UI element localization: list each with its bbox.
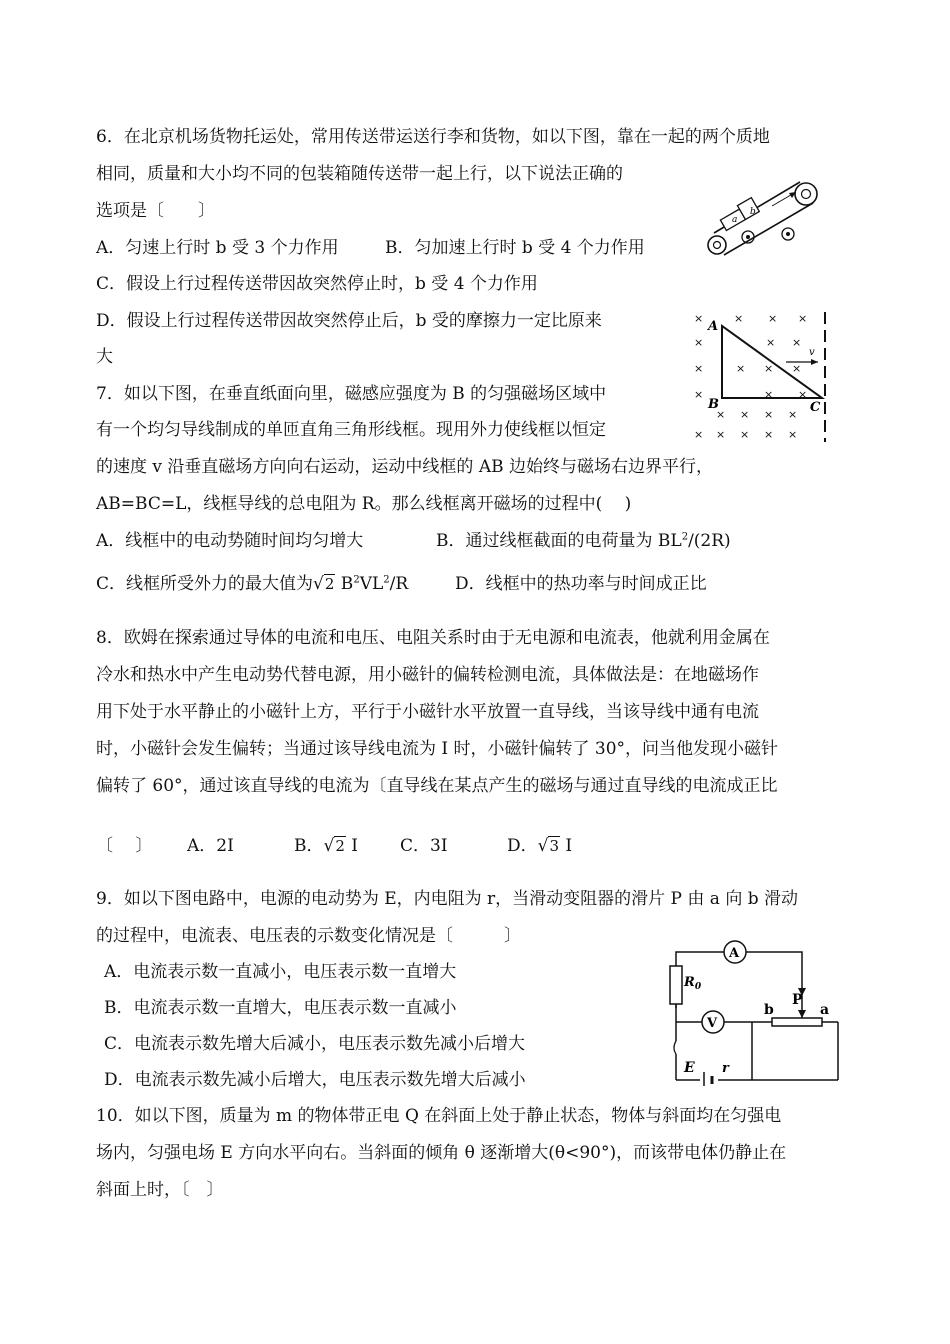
svg-text:×: × [694,336,704,349]
q6-option-c: C．假设上行过程传送带因故突然停止时，b 受 4 个力作用 [96,274,538,294]
q8-stem-line3: 用下处于水平静止的小磁针上方，平行于小磁针水平放置一直导线，当该导线中通有电流 [96,702,759,722]
q8-stem-line1: 8．欧姆在探索通过导体的电流和电压、电阻关系时由于无电源和电流表，他就利用金属在 [96,628,770,648]
voltmeter-label: V [707,1016,718,1031]
svg-text:×: × [694,312,704,325]
svg-text:×: × [764,428,774,441]
q9-stem-line2: 的过程中，电流表、电压表的示数变化情况是〔 〕 [96,926,521,946]
q10-stem-line2: 场内，匀强电场 E 方向水平向右。当斜面的倾角 θ 逐渐增大(θ<90°)，而该带电体仍静止在 [96,1143,787,1163]
svg-text:×: × [764,408,774,421]
svg-text:×: × [740,428,750,441]
q7-stem-line2: 有一个均匀导线制成的单匝直角三角形线框。现用外力使线框以恒定 [96,420,606,440]
q8-answer-paren: 〔 〕 [96,836,153,856]
conveyor-belt-figure [700,176,825,262]
q7-option-d: D．线框中的热功率与时间成正比 [455,574,707,594]
q8-option-a: A．2I [187,836,234,856]
q9-option-d: D．电流表示数先减小后增大，电压表示数先增大后减小 [104,1070,526,1090]
slider-p-label: P [792,992,803,1008]
svg-text:×: × [792,336,802,349]
q7-stem-line4: AB=BC=L，线框导线的总电阻为 R。那么线框离开磁场的过程中( ) [96,494,632,514]
q9-option-a: A．电流表示数一直减小，电压表示数一直增大 [104,962,457,982]
svg-text:×: × [792,362,802,375]
sqrt-3: √3 [537,836,560,856]
q6-option-d-line1: D．假设上行过程传送带因故突然停止后，b 受的摩擦力一定比原来 [96,311,602,331]
ammeter-label: A [729,946,740,961]
svg-text:×: × [716,408,726,421]
magnetic-field-triangle-figure [688,310,833,445]
vertex-a-label: A [708,319,719,334]
q8-stem-line5: 偏转了 60°，通过该直导线的电流为〔直导线在某点产生的磁场与通过直导线的电流成正比 [96,776,778,796]
q8-option-b: B．√2 I [294,836,359,856]
svg-text:×: × [798,312,808,325]
q8-option-d: D．√3 I [507,836,573,856]
terminal-b-label: b [764,1002,774,1018]
svg-text:×: × [764,388,774,401]
box-b-label: b [750,207,756,217]
q8-stem-line4: 时，小磁针会发生偏转；当通过该导线电流为 I 时，小磁针偏转了 30°，问当他发现小磁针 [96,739,779,759]
svg-text:×: × [694,388,704,401]
terminal-a-label: a [820,1002,830,1018]
svg-text:×: × [734,312,744,325]
q7-option-b: B．通过线框截面的电荷量为 $BL^2/(2R)$ [436,531,731,551]
q8-option-c: C．3I [400,836,448,856]
vertex-b-label: B [708,397,719,412]
svg-text:×: × [788,428,798,441]
q7-stem-line1: 7．如以下图，在垂直纸面向里，磁感应强度为 B 的匀强磁场区域中 [96,384,607,404]
q6-stem-line3: 选项是〔 〕 [96,201,215,221]
box-a-label: a [732,215,738,225]
svg-text:×: × [736,362,746,375]
svg-text:×: × [694,362,704,375]
svg-text:×: × [716,428,726,441]
q9-option-b: B．电流表示数一直增大，电压表示数一直减小 [104,998,457,1018]
q8-stem-line2: 冷水和热水中产生电动势代替电源，用小磁针的偏转检测电流，具体做法是：在地磁场作 [96,665,759,685]
internal-r-label: r [722,1061,729,1076]
q10-stem-line3: 斜面上时，〔 〕 [96,1180,224,1200]
q6-stem-line2: 相同，质量和大小均不同的包装箱随传送带一起上行，以下说法正确的 [96,164,623,184]
svg-text:×: × [798,388,808,401]
circuit-diagram-figure [662,936,842,1086]
q7-option-a: A．线框中的电动势随时间均匀增大 [96,531,364,551]
q9-stem-line1: 9．如以下图电路中，电源的电动势为 E，内电阻为 r，当滑动变阻器的滑片 P 由 a 向 b 滑动 [96,889,799,909]
q7-stem-line3: 的速度 v 沿垂直磁场方向向右运动，运动中线框的 AB 边始终与磁场右边界平行， [96,457,713,477]
svg-text:×: × [740,408,750,421]
q10-stem-line1: 10．如以下图，质量为 m 的物体带正电 Q 在斜面上处于静止状态，物体与斜面均在匀强电 [96,1106,782,1126]
svg-text:×: × [764,362,774,375]
r0-label: $R_0$ [684,975,702,992]
sqrt-2: √2 [323,836,345,856]
sqrt-2: √2 [313,574,335,594]
q6-stem-line1: 6．在北京机场货物托运处，常用传送带运送行李和货物，如以下图，靠在一起的两个质地 [96,127,770,147]
q7-option-c: C．线框所受外力的最大值为√2 $B^2VL^2/R$ [96,574,409,594]
svg-text:×: × [766,336,776,349]
q9-option-c: C．电流表示数先增大后减小，电压表示数先减小后增大 [104,1034,526,1054]
vertex-c-label: C [810,400,821,415]
q6-option-d-line2: 大 [96,347,113,367]
svg-text:×: × [788,408,798,421]
q6-option-a: A．匀速上行时 b 受 3 个力作用 [96,238,339,258]
svg-text:×: × [768,312,778,325]
q6-option-b: B．匀加速上行时 b 受 4 个力作用 [385,238,645,258]
svg-text:×: × [694,428,704,441]
emf-e-label: E [684,1060,695,1076]
velocity-label: v [809,347,815,358]
